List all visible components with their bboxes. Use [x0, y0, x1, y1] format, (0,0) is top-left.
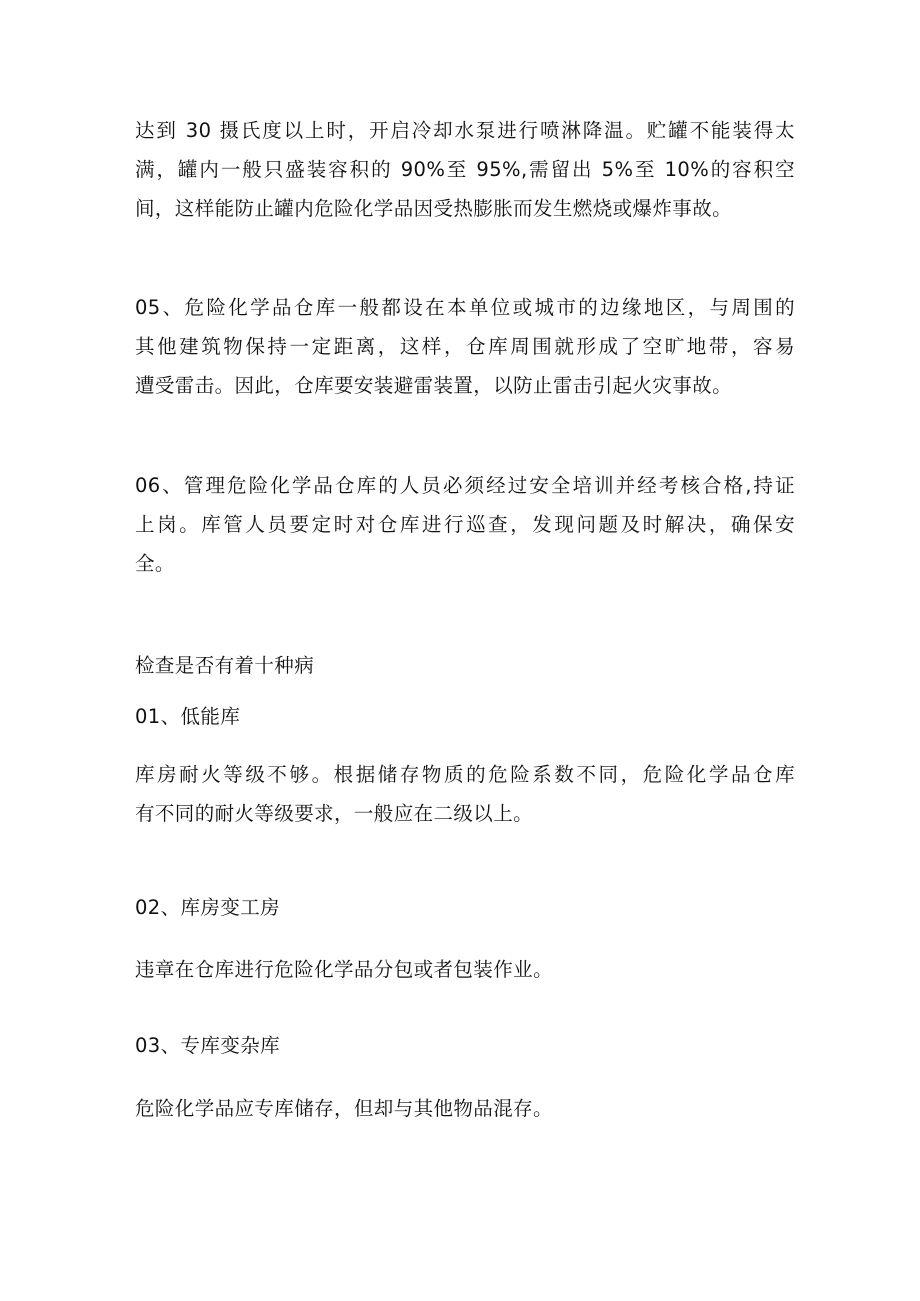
- text-line: 01、低能库: [135, 705, 241, 728]
- text-line: 违章在仓库进行危险化学品分包或者包装作业。: [135, 958, 553, 981]
- text-line: 有不同的耐火等级要求，一般应在二级以上。: [135, 802, 534, 825]
- text-line: 遭受雷击。因此，仓库要安装避雷装置，以防止雷击引起火灾事故。: [135, 374, 733, 397]
- text-line: 05、危险化学品仓库一般都设在本单位或城市的边缘地区，与周围的: [135, 296, 795, 319]
- paragraph-05: [135, 288, 795, 405]
- section-heading-ten-diseases: [135, 646, 795, 685]
- text-line: 间，这样能防止罐内危险化学品因受热膨胀而发生燃烧或爆炸事故。: [135, 197, 733, 220]
- text-line: 其他建筑物保持一定距离，这样，仓库周围就形成了空旷地带，容易: [135, 335, 795, 358]
- text-line: 02、库房变工房: [135, 896, 281, 919]
- text-line: 达到 30 摄氏度以上时，开启冷却水泵进行喷淋降温。贮罐不能装得太: [135, 119, 795, 142]
- paragraph-cooling: [135, 111, 795, 228]
- heading-01: [135, 697, 795, 736]
- text-line: 03、专库变杂库: [135, 1034, 281, 1057]
- text-line: 全。: [135, 552, 175, 575]
- text-line: 危险化学品应专库储存，但却与其他物品混存。: [135, 1097, 553, 1120]
- heading-02: [135, 888, 795, 927]
- text-line: 上岗。库管人员要定时对仓库进行巡查，发现问题及时解决，确保安: [135, 513, 795, 536]
- text-line: 06、管理危险化学品仓库的人员必须经过安全培训并经考核合格,持证: [135, 474, 795, 497]
- text-line: 满，罐内一般只盛装容积的 90%至 95%,需留出 5%至 10%的容积空: [135, 158, 795, 181]
- paragraph-06: [135, 466, 795, 583]
- text-line: 库房耐火等级不够。根据储存物质的危险系数不同，危险化学品仓库: [135, 763, 795, 786]
- paragraph-02: [135, 950, 795, 989]
- paragraph-01: [135, 755, 795, 833]
- paragraph-03: [135, 1089, 795, 1128]
- heading-03: [135, 1026, 795, 1065]
- text-line: 检查是否有着十种病: [135, 654, 315, 677]
